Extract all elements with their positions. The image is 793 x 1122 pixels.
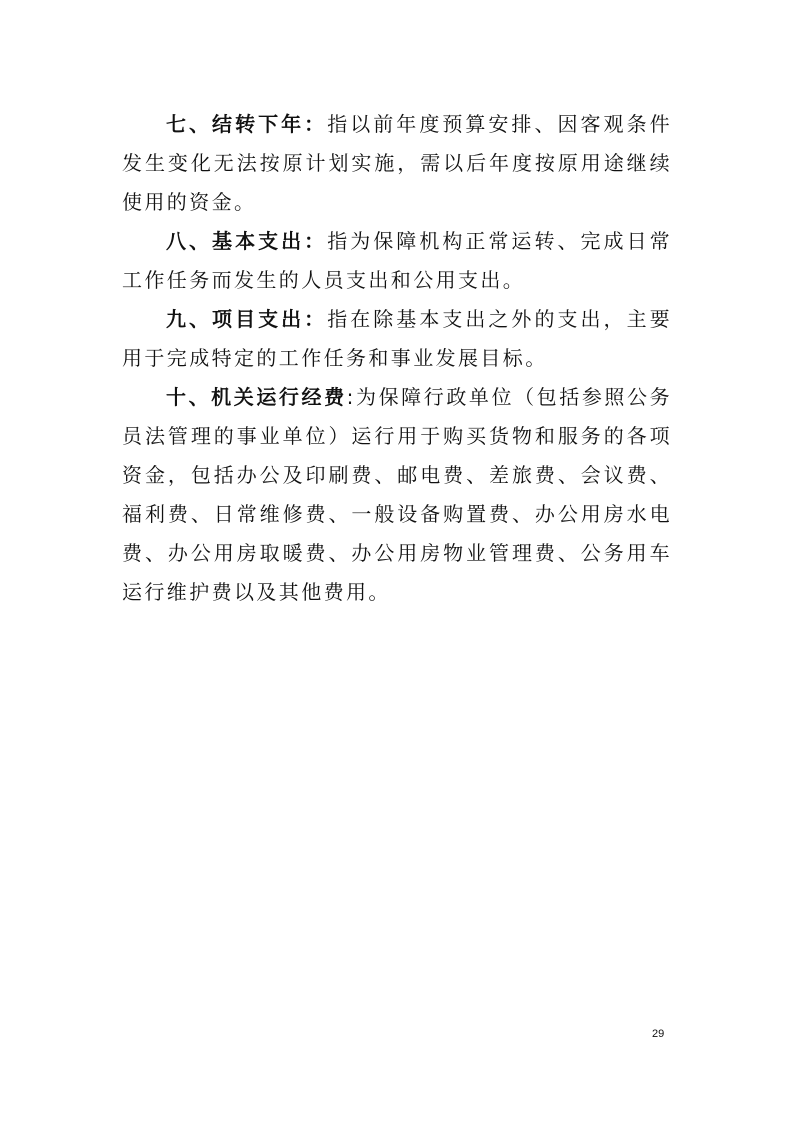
definition-carryover-next-year: 指以前年度预算安排、因客观条件发生变化无法按原计划实施，需以后年度按原用途继续使用的资金。 [122,112,672,214]
page-number: 29 [652,1028,665,1040]
definition-operating-funds: :为保障行政单位（包括参照公务员法管理的事业单位）运行用于购买货物和服务的各项资金，包括办公及印刷费、邮电费、差旅费、会议费、福利费、日常维修费、一般设备购置费、办公用房水电费、办公用房取暖费、办公用房物业管理费、公务用车运行维护费以及其他费用。 [122,385,672,604]
paragraph-operating-funds [122,378,672,612]
term-carryover-next-year: 七、结转下年： [166,112,328,136]
paragraph-project-expenditure [122,300,672,378]
document-body [122,105,672,612]
definition-project-expenditure: 指在除基本支出之外的支出，主要用于完成特定的工作任务和事业发展目标。 [122,307,672,370]
term-basic-expenditure: 八、基本支出： [166,229,328,253]
term-project-expenditure: 九、项目支出： [166,307,328,331]
term-operating-funds: 十、机关运行经费 [166,385,347,409]
paragraph-basic-expenditure [122,222,672,300]
paragraph-carryover-next-year [122,105,672,222]
definition-basic-expenditure: 指为保障机构正常运转、完成日常工作任务而发生的人员支出和公用支出。 [122,229,672,292]
